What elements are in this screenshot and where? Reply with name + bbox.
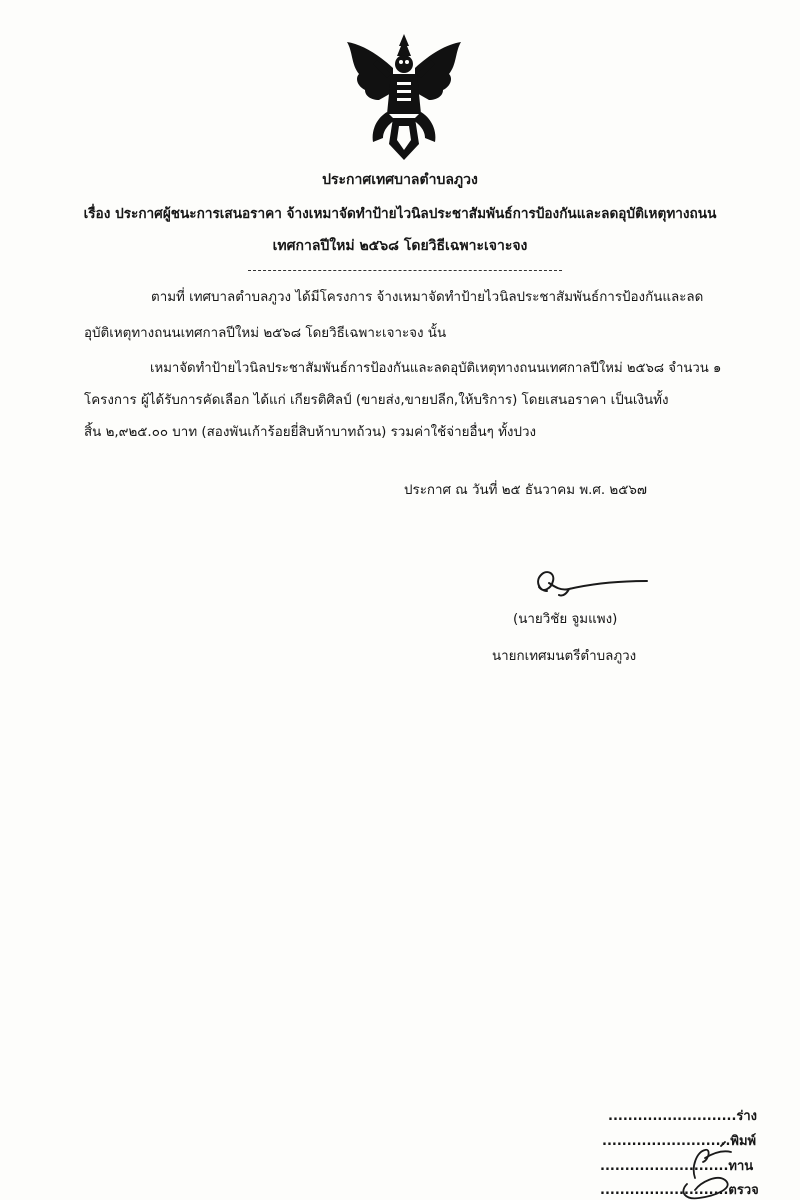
approval-check: ..........................ตรวจ (600, 1183, 759, 1198)
approval-draft: ..........................ร่าง (608, 1109, 758, 1124)
agency-title: ประกาศเทศบาลตำบลภูวง (322, 172, 478, 188)
approval-print: ..........................พิมพ์ (602, 1134, 757, 1149)
paragraph-1-line-2: อุบัติเหตุทางถนนเทศกาลปีใหม่ ๒๕๖๘ โดยวิธีเฉพาะเจาะจง นั้น (84, 326, 447, 341)
signature (525, 563, 650, 605)
paragraph-2-line-2: โครงการ ผู้ได้รับการคัดเลือก ได้แก่ เกียรติศิลป์ (ขายส่ง,ขายปลีก,ให้บริการ) โดยเสนอราคา เป็นเงินทั้ง (84, 393, 669, 408)
initials-signature (665, 1138, 745, 1200)
signatory-position: นายกเทศมนตรีตำบลภูวง (492, 649, 637, 664)
signatory-name: (นายวิชัย จูมแพง) (513, 612, 618, 627)
paragraph-2-line-3: สิ้น ๒,๙๒๕.๐๐ บาท (สองพันเก้าร้อยยี่สิบห้าบาทถ้วน) รวมค่าใช้จ่ายอื่นๆ ทั้งปวง (84, 425, 537, 440)
announce-date: ประกาศ ณ วันที่ ๒๕ ธันวาคม พ.ศ. ๒๕๖๗ (404, 483, 647, 498)
garuda-emblem (343, 34, 465, 162)
paragraph-2-line-1: เหมาจัดทำป้ายไวนิลประชาสัมพันธ์การป้องกันและลดอุบัติเหตุทางถนนเทศกาลปีใหม่ ๒๕๖๘ จำนวน ๑ (150, 361, 722, 376)
approval-review: ..........................ทาน (600, 1159, 754, 1174)
paragraph-1-line-1: ตามที่ เทศบาลตำบลภูวง ได้มีโครงการ จ้างเหมาจัดทำป้ายไวนิลประชาสัมพันธ์การป้องกันและลด (151, 290, 704, 305)
subject-line-2: เทศกาลปีใหม่ ๒๕๖๘ โดยวิธีเฉพาะเจาะจง (272, 238, 528, 254)
title-divider (248, 270, 562, 271)
subject-line-1: เรื่อง ประกาศผู้ชนะการเสนอราคา จ้างเหมาจัดทำป้ายไวนิลประชาสัมพันธ์การป้องกันและลดอุบัติเหตุทางถนน (83, 206, 717, 222)
